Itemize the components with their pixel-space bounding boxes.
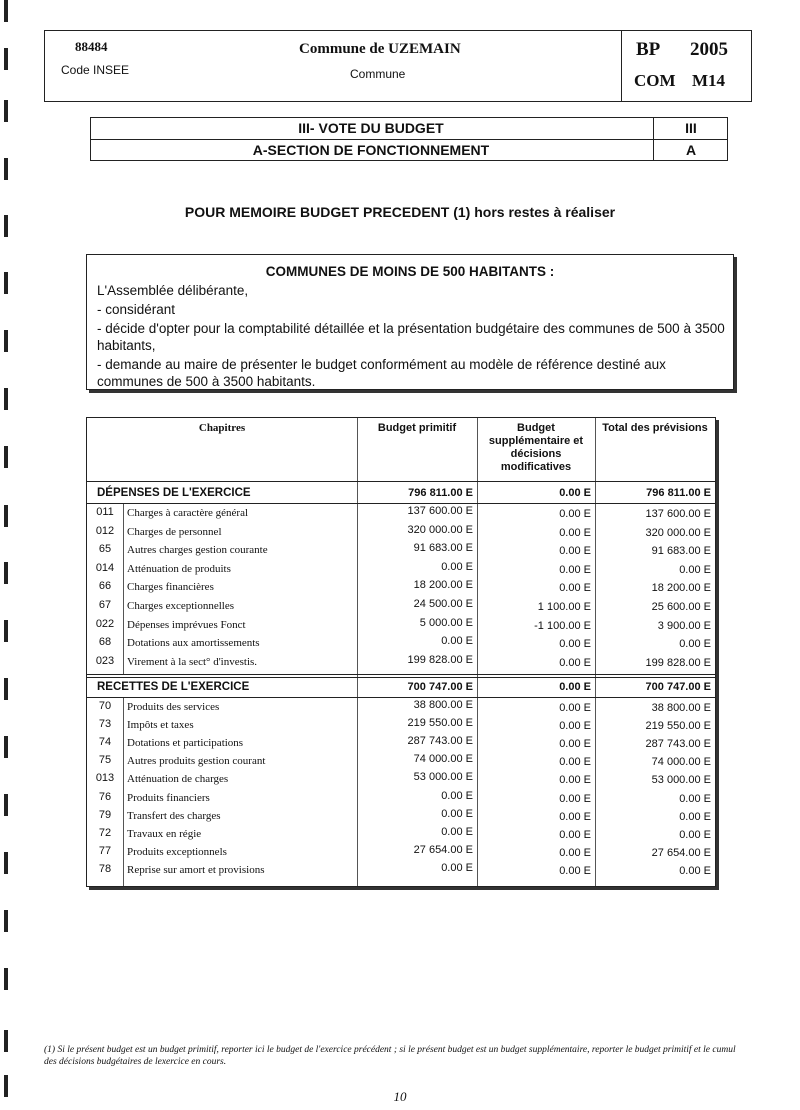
cell-supplementaire: 0.00 E [559,846,591,859]
column-header-chapitres: Chapitres [198,422,246,434]
depenses-total: 796 811.00 E [646,487,711,499]
cell-total: 27 654.00 E [651,846,711,859]
chapter-label: Produits financiers [127,791,210,804]
chapter-code: 72 [98,826,112,839]
table-row [87,524,715,542]
small-communes-line: - considérant [97,302,176,317]
section-divider [87,677,715,678]
chapter-label: Dépenses imprévues Fonct [127,618,246,631]
cell-supplementaire: 0.00 E [559,720,591,733]
depenses-primitif: 796 811.00 E [408,487,473,499]
cell-total: 0.00 E [679,810,711,823]
table-row [87,826,715,844]
chapter-code: 011 [96,506,114,518]
small-communes-box [86,254,734,390]
cell-primitif: 91 683.00 E [413,542,473,555]
small-communes-line: - demande au maire de présenter le budget conformément au modèle de référence destiné aux communes de 500 à 3500 habitants. [97,357,666,389]
chapter-code: 73 [98,718,112,731]
table-row [87,505,715,523]
chapter-label: Travaux en régie [127,827,202,840]
cell-supplementaire: 0.00 E [559,702,591,714]
cell-primitif: 0.00 E [441,861,473,874]
cell-total: 53 000.00 E [651,774,711,787]
cell-primitif: 38 800.00 E [413,699,473,711]
cell-supplementaire: 0.00 E [559,563,591,576]
chapter-label: Autres produits gestion courant [127,755,266,768]
scan-margin-mark [4,852,8,874]
cell-primitif: 27 654.00 E [413,843,473,856]
scan-margin-mark [4,272,8,294]
cell-primitif: 0.00 E [441,635,473,648]
document-header [44,30,752,102]
cell-primitif: 0.00 E [441,560,473,573]
nomenclature-code: M14 [692,71,726,90]
chapter-label: Produits exceptionnels [127,845,227,858]
cell-supplementaire: 0.00 E [559,864,591,877]
small-communes-line: - décide d'opter pour la comptabilité détaillée et la présentation budgétaire des communes de 500 à 3500 habitants, [97,321,725,353]
nomenclature-type: COM [634,71,676,90]
chapter-label: Virement à la sect° d'investis. [127,655,258,668]
cell-total: 219 550.00 E [645,720,711,733]
cell-supplementaire: 0.00 E [559,756,591,769]
table-row [87,753,715,771]
scan-margin-mark [4,100,8,122]
scan-margin-mark [4,158,8,180]
recettes-supp: 0.00 E [559,681,591,693]
section-title-box [90,117,728,161]
cell-total: 25 600.00 E [651,601,711,613]
chapter-label: Charges exceptionnelles [127,600,235,612]
page-number: 10 [393,1089,407,1104]
table-row [87,717,715,735]
memo-title: POUR MEMOIRE BUDGET PRECEDENT (1) hors restes à réaliser [184,204,616,220]
cell-primitif: 0.00 E [441,807,473,820]
cell-total: 320 000.00 E [645,526,711,539]
chapter-code: 013 [95,772,115,785]
insee-code: 88484 [75,39,108,54]
commune-name: Commune de UZEMAIN [299,41,461,57]
scan-margin-mark [4,968,8,990]
chapter-label: Impôts et taxes [127,719,194,732]
chapter-label: Transfert des charges [127,809,221,822]
cell-supplementaire: 0.00 E [559,638,591,651]
cell-primitif: 24 500.00 E [413,598,473,610]
cell-total: 18 200.00 E [651,582,711,595]
scan-margin-mark [4,794,8,816]
cell-supplementaire: 0.00 E [559,526,591,539]
chapter-label: Atténuation de charges [127,773,229,786]
scan-margin-mark [4,736,8,758]
cell-supplementaire: 0.00 E [559,828,591,841]
section-subtitle: A-SECTION DE FONCTIONNEMENT [252,142,490,158]
scan-margin-mark [4,0,8,22]
chapter-label: Charges de personnel [127,525,222,538]
chapter-label: Autres charges gestion courante [127,544,268,557]
table-row [87,790,715,808]
table-row [87,561,715,579]
cell-primitif: 320 000.00 E [407,523,473,536]
chapter-code: 012 [95,524,115,537]
cell-supplementaire: 0.00 E [559,545,591,558]
cell-primitif: 18 200.00 E [413,579,473,592]
recettes-label: RECETTES DE L'EXERCICE [97,681,250,693]
scan-margin-mark [4,505,8,527]
chapter-label: Charges financières [127,581,214,594]
small-communes-line: L'Assemblée délibérante, [97,283,249,298]
table-row [87,808,715,826]
budget-table [86,417,716,887]
scan-margin-mark [4,562,8,584]
scan-margin-mark [4,330,8,352]
chapter-code: 014 [95,561,115,574]
cell-total: 0.00 E [679,864,711,877]
section-code: III [653,118,728,139]
cell-primitif: 0.00 E [441,789,473,802]
cell-supplementaire: 0.00 E [559,656,591,669]
column-header-supplementaire: Budget supplémentaire et décisions modificatives [488,422,584,473]
scan-margin-mark [4,1030,8,1052]
table-row [87,617,715,635]
chapter-label: Charges à caractère général [127,507,249,519]
cell-total: 0.00 E [679,638,711,651]
chapter-code: 77 [98,844,112,857]
chapter-label: Dotations et participations [127,737,244,750]
insee-code-label: Code INSEE [61,63,130,77]
chapter-code: 022 [95,617,115,630]
document-type: BP [636,39,661,60]
table-row [87,542,715,560]
cell-total: 0.00 E [679,828,711,841]
table-row [87,771,715,789]
chapter-code: 68 [98,636,112,649]
footnote: (1) Si le présent budget est un budget primitif, reporter ici le budget de l'exercice précédent ; si le présent budget est un budget supplémentaire, reporter le budget primitif et le cumul des décisions budgétaires de lexercice en cours. [44,1045,736,1067]
table-row [87,862,715,880]
cell-supplementaire: 0.00 E [559,774,591,787]
table-row [87,699,715,717]
cell-total: 38 800.00 E [651,702,711,714]
scan-margin-mark [4,48,8,70]
depenses-total-row [87,486,715,502]
cell-supplementaire: 0.00 E [559,792,591,805]
scan-margin-mark [4,388,8,410]
chapter-code: 74 [98,736,112,749]
cell-supplementaire: 0.00 E [559,738,591,751]
row-divider [87,503,715,504]
document-type-box [621,31,752,101]
chapter-code: 78 [98,862,112,875]
commune-label: Commune [350,67,406,81]
scan-margin-mark [4,678,8,700]
column-header-primitif: Budget primitif [377,422,457,434]
chapter-label: Atténuation de produits [127,562,231,575]
table-row [87,654,715,672]
budget-year: 2005 [690,39,728,60]
chapter-code: 023 [95,654,115,667]
cell-primitif: 5 000.00 E [419,616,473,629]
cell-primitif: 137 600.00 E [407,505,473,517]
chapter-code: 76 [98,790,112,803]
cell-supplementaire: 0.00 E [559,508,591,520]
cell-total: 0.00 E [679,563,711,576]
table-row [87,735,715,753]
cell-primitif: 0.00 E [441,825,473,838]
cell-supplementaire: 1 100.00 E [537,601,591,613]
section-title: III- VOTE DU BUDGET [298,120,444,136]
cell-primitif: 53 000.00 E [413,771,473,784]
recettes-total: 700 747.00 E [645,681,711,693]
chapter-code: 79 [98,808,112,821]
cell-total: 199 828.00 E [645,656,711,669]
cell-supplementaire: 0.00 E [559,810,591,823]
chapter-code: 67 [98,599,112,611]
row-divider [87,697,715,698]
small-communes-title: COMMUNES DE MOINS DE 500 HABITANTS : [265,264,555,279]
chapter-label: Produits des services [127,701,220,713]
scan-margin-mark [4,910,8,932]
table-row [87,598,715,616]
chapter-code: 75 [98,754,112,767]
depenses-supp: 0.00 E [559,487,591,499]
depenses-label: DÉPENSES DE L'EXERCICE [97,487,251,499]
chapter-label: Dotations aux amortissements [127,637,260,650]
cell-primitif: 74 000.00 E [413,753,473,766]
cell-supplementaire: -1 100.00 E [534,619,591,632]
cell-primitif: 219 550.00 E [407,717,473,730]
recettes-primitif: 700 747.00 E [407,681,473,693]
chapter-code: 70 [98,700,112,712]
scan-margin-mark [4,620,8,642]
table-row [87,579,715,597]
column-header-total: Total des prévisions [602,422,708,434]
chapter-label: Reprise sur amort et provisions [127,863,265,876]
cell-total: 74 000.00 E [651,756,711,769]
cell-primitif: 199 828.00 E [407,653,473,666]
cell-supplementaire: 0.00 E [559,582,591,595]
chapter-code: 65 [98,543,112,556]
chapter-code: 66 [98,580,112,593]
subsection-code: A [653,140,728,161]
cell-total: 3 900.00 E [657,619,711,632]
recettes-total-row [87,680,715,696]
cell-primitif: 287 743.00 E [407,735,473,748]
table-row [87,635,715,653]
cell-total: 0.00 E [679,792,711,805]
scan-margin-mark [4,446,8,468]
section-divider [87,674,715,675]
cell-total: 91 683.00 E [651,545,711,558]
header-divider [87,481,715,482]
cell-total: 287 743.00 E [645,738,711,751]
cell-total: 137 600.00 E [645,508,711,520]
table-row [87,844,715,862]
